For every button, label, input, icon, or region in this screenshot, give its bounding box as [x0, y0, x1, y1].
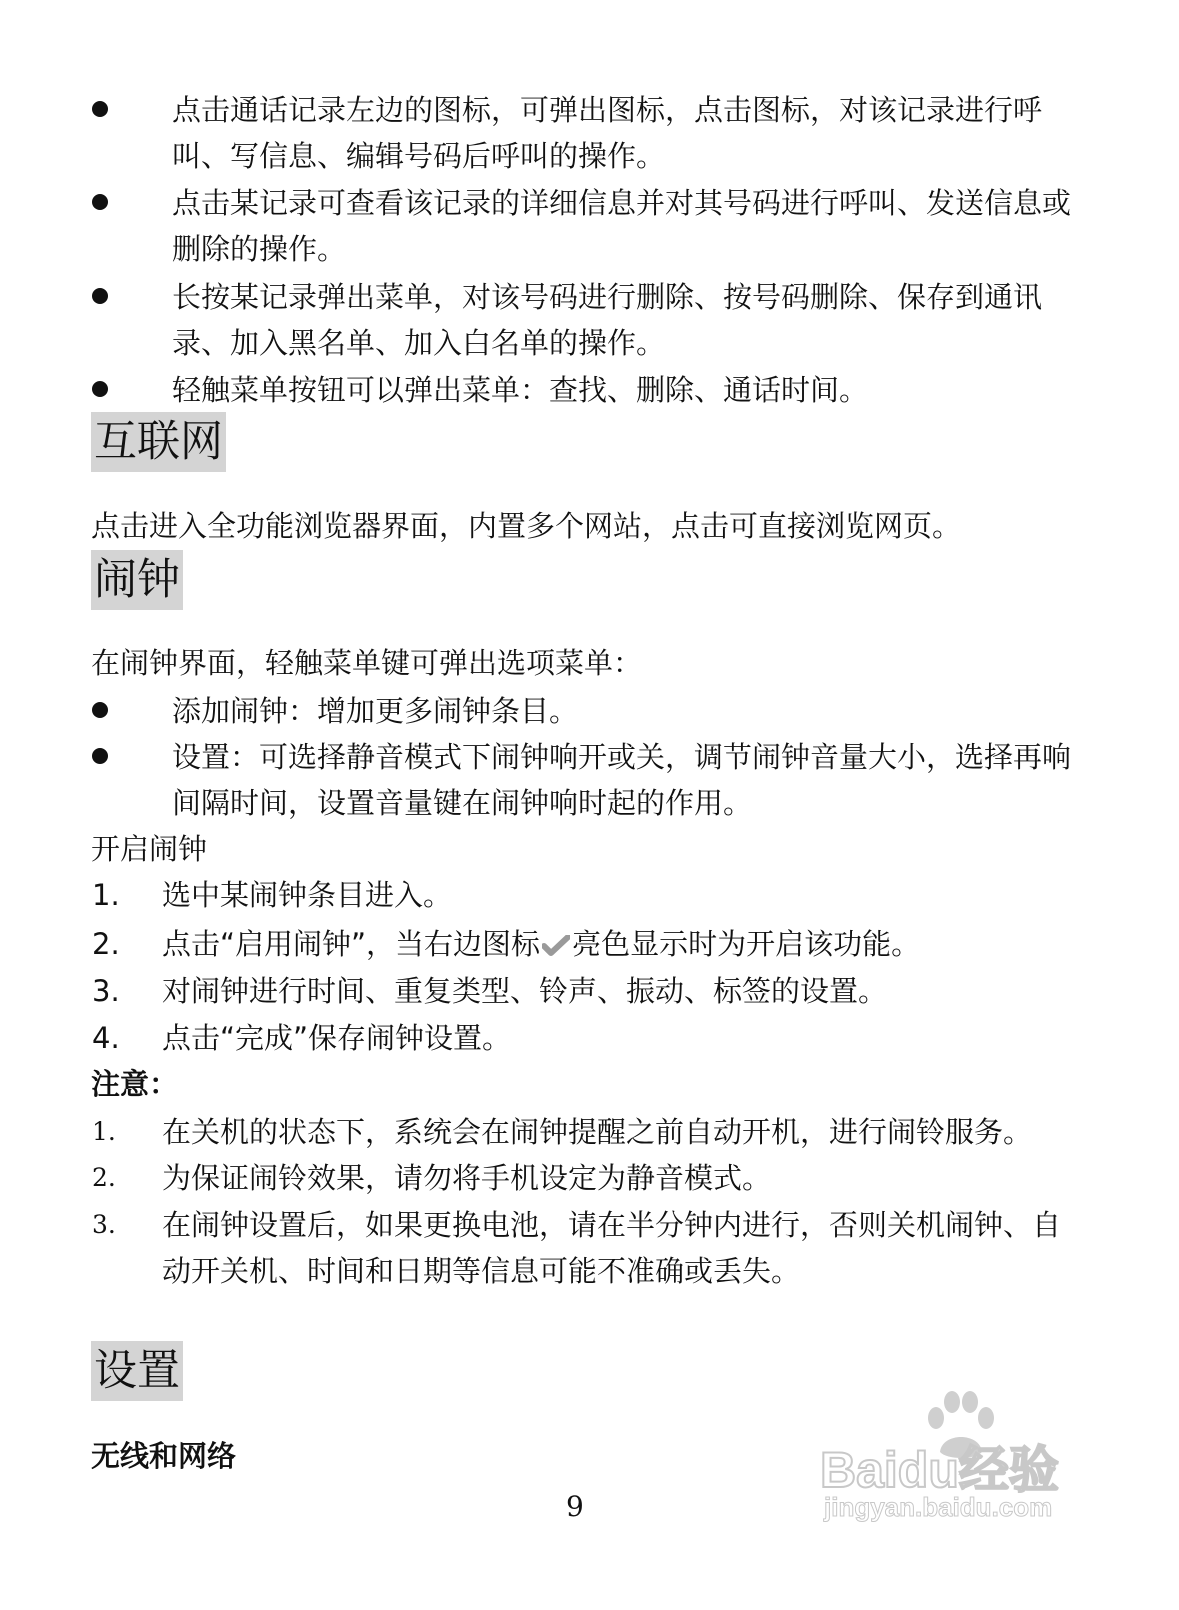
alarm-bullet-2: 设置：可选择静音模式下闹钟响开或关，调节闹钟音量大小，选择再响间隔时间，设置音量键在闹钟响时起的作用。 [172, 740, 1072, 820]
step-text-before: 点击“启用闹钟”，当右边图标 [162, 927, 541, 961]
alarm-heading: 闹钟 [91, 550, 183, 610]
bullet-icon [92, 748, 108, 764]
call-log-bullet-2: 点击某记录可查看该记录的详细信息并对其号码进行呼叫、发送信息或删除的操作。 [172, 186, 1072, 266]
step-number: 2. [92, 927, 120, 961]
note-title: 注意： [91, 1067, 179, 1101]
bullet-icon [92, 101, 108, 117]
step-number: 1. [92, 878, 120, 912]
bullet-icon [92, 194, 108, 210]
step-number: 4. [92, 1021, 120, 1055]
alarm-bullet-1: 添加闹钟：增加更多闹钟条目。 [172, 694, 579, 728]
enable-alarm-title: 开启闹钟 [91, 832, 208, 866]
call-log-bullet-3: 长按某记录弹出菜单，对该号码进行删除、按号码删除、保存到通讯录、加入黑名单、加入白名单的操作。 [172, 280, 1043, 360]
watermark-url: jingyan.baidu.com [824, 1492, 1053, 1522]
call-log-bullet-1: 点击通话记录左边的图标，可弹出图标，点击图标，对该记录进行呼叫、写信息、编辑号码后呼叫的操作。 [172, 93, 1043, 173]
note-text: 为保证闹铃效果，请勿将手机设定为静音模式。 [162, 1161, 772, 1195]
step-text: 选中某闹钟条目进入。 [162, 878, 453, 912]
check-icon [542, 935, 570, 957]
step-text-after: 亮色显示时为开启该功能。 [572, 927, 921, 961]
bullet-icon [92, 288, 108, 304]
step-text-with-icon [162, 926, 920, 962]
watermark-brand: Baidu经验 [820, 1442, 1059, 1498]
note-number: 2. [92, 1163, 116, 1192]
internet-text: 点击进入全功能浏览器界面，内置多个网站，点击可直接浏览网页。 [91, 509, 962, 543]
baidu-watermark [820, 1390, 1120, 1530]
step-text: 对闹钟进行时间、重复类型、铃声、振动、标签的设置。 [162, 974, 888, 1008]
internet-heading: 互联网 [91, 412, 226, 472]
note-number: 3. [92, 1210, 116, 1239]
page-number: 9 [566, 1490, 584, 1523]
note-text: 在关机的状态下，系统会在闹钟提醒之前自动开机，进行闹铃服务。 [162, 1115, 1033, 1149]
note-text: 在闹钟设置后，如果更换电池，请在半分钟内进行，否则关机闹钟、自动开关机、时间和日期等信息可能不准确或丢失。 [162, 1208, 1062, 1288]
note-number: 1. [92, 1117, 116, 1146]
bullet-icon [92, 381, 108, 397]
step-text: 点击“完成”保存闹钟设置。 [162, 1021, 512, 1055]
step-number: 3. [92, 974, 120, 1008]
settings-heading: 设置 [91, 1341, 183, 1401]
call-log-bullet-4: 轻触菜单按钮可以弹出菜单：查找、删除、通话时间。 [172, 373, 869, 407]
bullet-icon [92, 702, 108, 718]
alarm-intro: 在闹钟界面，轻触菜单键可弹出选项菜单： [91, 646, 643, 680]
wireless-network-subheading: 无线和网络 [91, 1439, 237, 1473]
